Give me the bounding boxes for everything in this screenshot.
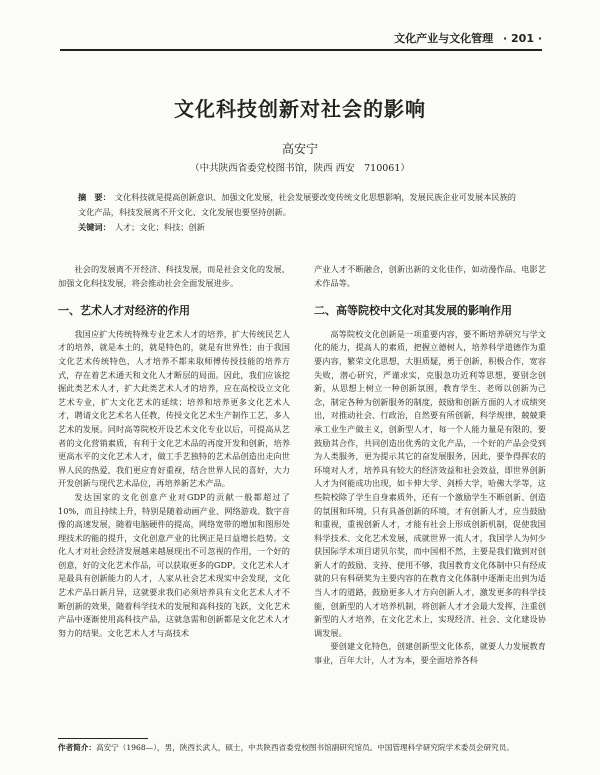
footnote-text: 高安宁（1968—），男，陕西长武人，硕士，中共陕西省委党校图书馆副研究馆员。中国管理科学研究院学术委员会研究员。	[95, 743, 514, 752]
intro-paragraph: 社会的发展离不开经济、科技发展，而是社会文化的发展，加强文化科技发展，将会推动社会全面发展进步。	[58, 264, 290, 288]
keywords-label: 关键词：	[78, 222, 111, 232]
author-affiliation: （中共陕西省委党校图书馆，陕西 西安 710061）	[190, 163, 410, 174]
journal-section-name: 文化产业与文化管理	[394, 32, 494, 45]
body-paragraph: 我国应扩大传统特殊专业艺术人才的培养，扩大传统民艺人才的培养，就是本土的，就是特色的，就是有世界性；由于我国文化艺术传统特色，人才培养不都来取师傅传授技能的培养方式，存在着艺术通天和文化人才断层的局面。因此，我们应该挖掘此类艺术人才，扩大此类艺术人才的培养，应在高校设立文化艺术专业，扩大文化艺术的延续；培养和培养更多文化艺术人才，聘请文化艺术名人任教，传授文化艺术生产制作工艺，多人艺术的发展。同时高等院校开设艺术文化专业以后，可提高从艺者的文化营销素质，有利于文化艺术品的再度开发和创新，培养更高水平的文化艺术人才，做工手艺独特的艺术品创造出走向世界人民的热爱，我们更应育好重视，结合世界人民的喜好，大力开发创新与现代艺术品位，再培养新艺术产品。	[58, 328, 290, 489]
keywords	[78, 220, 522, 235]
section-heading-1: 一、艺术人才对经济的作用	[58, 304, 190, 318]
footnote-divider	[58, 738, 148, 739]
body-paragraph: 产业人才不断融合，创新出新的文化佳作，如动漫作品、电影艺术作品等。	[314, 264, 546, 288]
keywords-text: 人才；文化；科技；创新	[114, 222, 205, 232]
body-paragraph: 高等院校文化创新是一项重要内容，要不断培养研究与学文化的能力，提高人的素质，把握立德树人，培养科学道德作为重要内容，繁荣文化思想，大胆质疑，勇于创新，积极合作，宽容失败，潜心研究，严谨求实，克服急功近利等思想，要别念创新，从思想上树立一种创新氛围，教育学生、老师以创新为己念，制定各种为创新服务的制度，鼓励和创新方面的人才成绩突出，对推动社会、行政治，自然要有所创新，科学规律，兢兢秉承工业生产做主义，创新型人才，每一个人能力量是有限的，要鼓励其合作，共同创造出优秀的文化产品，一个好的产品会受到为人类服务，更为提示其它的奋发展服务，因此，要争得挥农的环境对人才，培养具有较大的经济效益和社会效益，即世界创新人才为何能成功出现，如卡伸大学、剑桥大学，哈佛大学等，这些院校除了学生自身素质外，还有一个激励学生不断创新、创造的氛围和环境，只有具备创新的环境，才有创新人才，应当鼓励和重视，重视创新人才，才能有社会上形成创新机制，促使我国科学技术、文化艺术发展，成就世界一流人才，我国学人为何少获国际学术项目诺贝尔奖，而中国相不然，主要是我们做到对创新人才的鼓励、支持、使用不够，我国教育文化体制中只有经成就的只有科研奖为主要内容的在教育文化体制中逐渐走出到为适当人才的道路，鼓励更多人才方向创新人才，激发更多的科学技能，创新型的人才培养机制，将创新人才才会最大发挥，注重创新型的人才培养，在文化艺术上，实现经济、社会、文化建设协调发展。	[314, 328, 546, 638]
author-footnote	[58, 742, 540, 754]
left-column	[58, 263, 290, 640]
right-column	[314, 263, 546, 668]
body-paragraph: 发达国家的文化创意产业对GDP的贡献一般都超过了10%，而且持续上升，特别是随着动画产业、网络游戏、数字音像的高速发展，随着电脑硬件的提高，网络宽带的增加和图形处理技术的能的提升，文化创意产业的比例正是日益增长趋势。文化人才对社会经济发展越来越展现出不可忽视的作用，一个好的创意，好的文化艺术作品，可以获取更多的GDP。文化艺术人才是最具有创新能力的人才，人家从社会艺术现实中会发现，文化艺术产品日新月异，这就要求我们必须培养具有文化艺术人才不断创新的效果，随着科学技术的发展和高科技的飞跃，文化艺术产品中逐渐使用高科技产品，这就急需和创新都是文化艺术人才努力的结果。文化艺术人才与高技术	[58, 491, 290, 638]
page-number: · 201 ·	[503, 32, 542, 45]
body-paragraph: 要创建文化特色，创建创新型文化体系，就要人力发展教育事业，百年大计，人才为本，要全面培养各科	[314, 641, 546, 666]
article-title: 文化科技创新对社会的影响	[174, 97, 426, 121]
author-name: 高安宁	[281, 142, 318, 156]
abstract-label: 摘 要：	[78, 192, 111, 202]
footnote-label: 作者简介：	[58, 743, 96, 752]
abstract	[78, 190, 522, 220]
abstract-block	[78, 190, 522, 235]
section-heading-2: 二、高等院校中文化对其发展的影响作用	[314, 304, 512, 318]
abstract-text: 文化科技就是提高创新意识、加强文化发展，社会发展要改变传统文化思想影响，发展民族企业可发展本民族的文化产品，科技发展离不开文化、文化发展也要坚持创新。	[78, 192, 516, 217]
running-head	[60, 30, 542, 51]
